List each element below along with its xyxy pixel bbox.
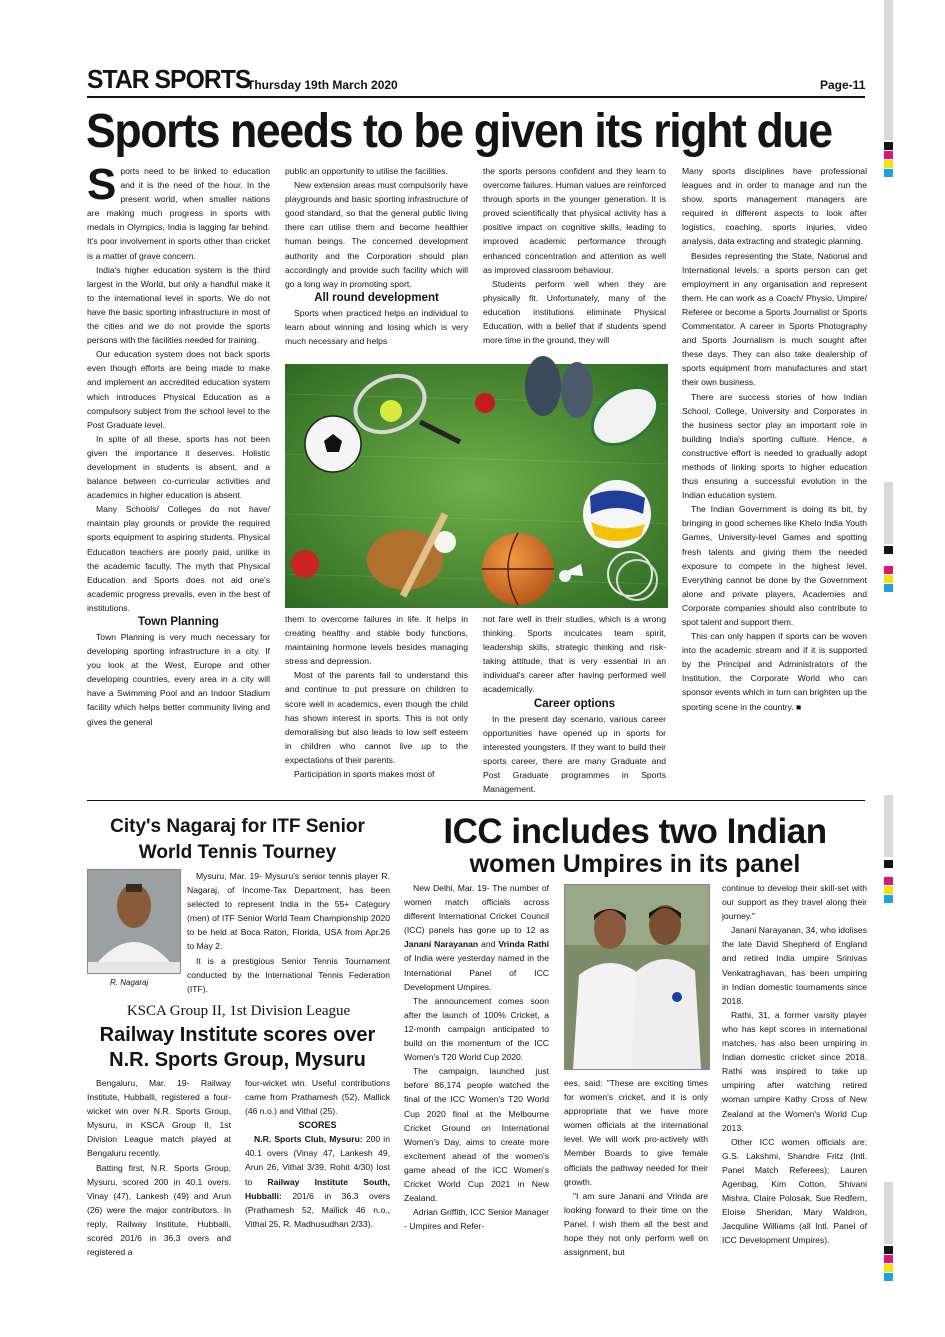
photo-caption: R. Nagaraj	[110, 978, 149, 987]
main-column-3-bottom	[483, 612, 666, 794]
icc-paragraph: New Delhi, Mar. 19- The number of women match officials across different International Cricket Council (ICC) panels has gone up to 12 as Janani Narayanan and Vrinda Rathi of India were yesterday named in the International Panel of ICC Development Umpires.	[404, 883, 550, 992]
drop-cap: S	[87, 160, 117, 209]
icc-paragraph: The campaign, launched just before 86,174 people watched the final of the ICC Women's T20 World Cup 2020 final at the Melbourne Cricket Ground on International Women's Day, aims to create more excitement ahead of the women's game ahead of the ICC Women's Cricket World Cup 2021 in New Zealand.	[404, 1066, 549, 1204]
main-column-3-top	[483, 164, 666, 362]
gray-bar	[884, 1182, 893, 1244]
main-paragraph: not fare well in their studies, which is a wrong thinking. Sports inculcates team spirit, leadership skills, strategic thinking and risk-taking attitude, that is very essential in an individual's career after having performed well academically.	[483, 614, 666, 695]
main-paragraph: India's higher education system is the third largest in the World, but only a handful make it to the international level in sports. We do not have the basic sporting infrastructure in most of the cities and we do not provide the sports persons with the facilities needed for training.	[87, 264, 270, 346]
page-number: Page-11	[820, 78, 866, 92]
section-divider	[87, 800, 865, 801]
black-swatch	[884, 546, 893, 554]
main-paragraph: Students perform well when they are physically fit. Unfortunately, many of the education institutions eliminate Physical Education, with a belief that if students spend more time in the ground, they will	[483, 278, 666, 346]
tennis-headline	[85, 814, 390, 866]
icc-headline-line1: ICC includes two Indian	[443, 812, 827, 851]
main-paragraph: them to overcome failures in life. It helps in creating healthy and stable body functions, maintaining hormone levels besides managing stress and depression.	[285, 614, 468, 667]
ksca-headline-line1: Railway Institute scores over	[99, 1024, 376, 1046]
magenta-swatch	[884, 151, 893, 159]
scores-paragraph: N.R. Sports Club, Mysuru: 200 in 40.1 overs (Vinay 47, Lankesh 49, Arun 26, Vithal 3/39, Rohit 4/30) lost to Railway Institute South, Hubballi: 201/6 in 36.3 overs (Prathamesh 52, Mallick 46 n.o., Vithal 25, R. Madhusudhan 2/33).	[245, 1134, 391, 1229]
gray-bar	[884, 482, 893, 544]
main-paragraph: Town Planning is very much necessary for developing sporting infrastructure in a city. If you look at the West, Europe and other developing countries, every area in a city will have a Swimming Pool and an Indoor Stadium facility which helps better community living and gives the general	[87, 632, 270, 727]
main-column-4	[682, 164, 867, 798]
masthead-rule	[87, 96, 865, 98]
main-paragraph: Sports when practiced helps an individual to learn about winning and losing which is very much necessary and helps	[285, 307, 468, 347]
cyan-swatch	[884, 1273, 893, 1281]
tennis-headline-line1: City's Nagaraj for ITF Senior	[110, 816, 365, 837]
main-paragraph: The Indian Government is doing its bit, by bringing in good schemes like Khelo India Youth Games, University-level Games and spotting fresh talents and giving them the needed exposure to compete in the highest level. Everything cannot be done by the Government alone and private players, Academies and Corporate companies should also contribute to spot talent and support them.	[682, 504, 867, 627]
yellow-swatch	[884, 160, 893, 168]
main-paragraph: Most of the parents fail to understand this and continue to put pressure on children to score well in academics, even though the child has shown interest in sports. This is not only demoralising but also leads to low self esteem in children who cannot live up to the expectations of their parents.	[285, 670, 468, 765]
magenta-swatch	[884, 1255, 893, 1263]
ksca-headline	[85, 1023, 390, 1073]
main-paragraph: Our education system does not back sports even though efforts are being made to make and implement an accredited education system which introduces Physical Education as a compulsory subject from the school level to the Post Graduate level.	[87, 349, 270, 430]
cyan-swatch	[884, 169, 893, 177]
ksca-paragraph: Bengaluru, Mar. 19- Railway Institute, Hubballi, registered a four-wicket win over N.R. Sports Group, Mysuru, in KSCA Group II, 1st Division League match played at Bengaluru recently.	[87, 1078, 231, 1159]
end-mark: ■	[796, 701, 802, 712]
main-paragraph: public an opportunity to utilise the facilities.	[285, 166, 448, 176]
ksca-column-1	[87, 1076, 231, 1270]
icc-paragraph: Adrian Griffith, ICC Senior Manager - Umpires and Refer-	[404, 1207, 549, 1232]
icc-paragraph: ees, said: "These are exciting times for women's cricket, and it is only appropriate that we have more women officials at the international level. We will work pro-actively with Member Boards to give female officials the pathway needed for their growth.	[564, 1078, 708, 1187]
sports-equipment-illustration	[285, 364, 668, 608]
icc-paragraph: Other ICC women officials are: G.S. Lakshmi, Shandre Fritz (Intl. Panel Match Referees); Lauren Agenbag, Kim Cotton, Shivani Mishra, Claire Polosak, Sue Redfern, Eloise Sheridan, Mary Waldron, Jacquline Williams (all Intl. Panel of ICC Development Umpires).	[722, 1136, 867, 1246]
black-swatch	[884, 860, 893, 868]
main-headline: Sports needs to be given its right due	[86, 105, 832, 158]
main-paragraph: In spite of all these, sports has not been given the importance it deserves. Holistic development in students is absent, and a balance between co-curricular activities and academics in higher education is absent.	[87, 433, 270, 501]
cyan-swatch	[884, 895, 893, 903]
issue-date: Thursday 19th March 2020	[247, 78, 398, 92]
icc-headline-line2: women Umpires in its panel	[469, 850, 801, 878]
main-paragraph: Many Schools/ Colleges do not have/ maintain play grounds or provide the required sports equipment to aspiring students. Physical Education teachers are poorly paid, unlike in the academic faculty. The myth that Physical Education and Sports does not aid one's academic progress prevails, even in the best of institutions.	[87, 504, 270, 613]
umpires-photo	[564, 884, 710, 1070]
ksca-headline-line2: N.R. Sports Group, Mysuru	[109, 1049, 366, 1071]
black-swatch	[884, 142, 893, 150]
two-women-umpires-portrait	[565, 885, 709, 1069]
tennis-paragraph: It is a prestigious Senior Tennis Tournament conducted by the International Tennis Federation (ITF).	[187, 955, 390, 994]
ksca-paragraph: Batting first, N.R. Sports Group, Mysuru, scored 200 in 40.1 overs. Vinay (47), Lankesh (49) and Arun (26) were the major contributors. In reply, Railway Institute, Hubballi, scored 201/6 in 36.3 overs and registered a	[87, 1162, 231, 1258]
icc-paragraph: continue to develop their skill-set with our support as they travel along their journey."	[722, 883, 867, 922]
main-column-1	[87, 160, 270, 794]
ksca-column-2	[245, 1076, 390, 1270]
main-paragraph: Besides representing the State, National and International levels, a sports person can get employment in any organisation and represent them. He can work as a Coach/ Physio, Umpire/ Referee or become a Sports Journalist or Sports Commentator. A career in Sports Photography and Sports Journalism is much sought after these days. They can also take dealership of sports equipment from manufactures and start their own business.	[682, 250, 867, 388]
magenta-swatch	[884, 877, 893, 885]
icc-paragraph: Rathi, 31, a former varsity player who has kept scores in international matches, has also been umpiring in Indian domestic cricket since 2018. Rathi was inspired to take up umpiring after watching retired woman umpire Kathy Cross of New Zealand at the Women's World Cup 2013.	[722, 1009, 867, 1133]
tennis-headline-line2: World Tennis Tourney	[138, 842, 337, 863]
black-swatch	[884, 1246, 893, 1254]
subhead-all-round: All round development	[314, 291, 439, 304]
main-column-2-bottom	[285, 612, 468, 794]
subhead-career-options: Career options	[533, 697, 616, 710]
scores-label: SCORES	[298, 1120, 337, 1131]
main-paragraph: the sports persons confident and they learn to overcome failures. Human values are reinforced through sports in the younger generation. It is proved scientifically that physical activity has a positive impact on cognitive skills, leading to improved academic performance through enhanced concentration and attention as well as improved classroom behaviour.	[483, 166, 666, 275]
gray-bar	[884, 0, 893, 140]
masthead-title: STAR SPORTS	[87, 64, 251, 94]
main-paragraph: This can only happen if sports can be woven into the academic stream and if it is supported by the Principal and Administrators of the Institution, the Corporate World who can sponsor events which in turn can brighten up the sporting scene in the country. ■	[682, 631, 867, 712]
ksca-paragraph: four-wicket win. Useful contributions came from Prathamesh (52), Mallick (46 n.o.) and Vithal (25).	[245, 1078, 390, 1117]
icc-paragraph: The announcement comes soon after the launch of 100% Cricket, a 12-month campaign anticipated to build on the momentum of the ICC Women's T20 World Cup 2020.	[404, 995, 549, 1063]
icc-column-1	[404, 881, 549, 1261]
nagaraj-photo	[87, 869, 181, 974]
main-paragraph: New extension areas must compulsorily have playgrounds and basic sporting infrastructure of good standard, so that the general public living there can utilise them and become healthier human beings. The concerned development authority and the Corporation should plan accordingly and provide such facility which will go a long way in promoting sport.	[285, 180, 468, 289]
main-paragraph: In the present day scenario, various career opportunities have opened up in sports for interested youngsters. If they want to build their sports career, there are many Graduate and Post Graduate programmes in Sports Management.	[483, 713, 666, 795]
main-paragraph: Sports need to be linked to education and it is the need of the hour. In the present world, when smaller nations are making much progress in sports with medals in Olympics, India is lagging far behind. It's poor involvement in sports other than cricket is a matter of grave concern.	[87, 160, 270, 261]
cyan-swatch	[884, 584, 893, 592]
person-portrait	[88, 870, 180, 962]
subhead-town-planning: Town Planning	[138, 616, 219, 628]
tennis-text	[187, 869, 390, 994]
icc-column-2-bottom	[564, 1076, 708, 1261]
ksca-kicker: KSCA Group II, 1st Division League	[126, 1003, 351, 1019]
tennis-paragraph: Mysuru, Mar. 19- Mysuru's senior tennis player R. Nagaraj, of Income-Tax Department, has been selected to represent India in the 55+ Category (men) of ITF Senior World Team Championship 2020 to be held at Boca Raton, Florida, USA from Apr.26 to May 2.	[187, 871, 390, 952]
gray-bar	[884, 795, 893, 857]
yellow-swatch	[884, 886, 893, 894]
icc-column-3	[722, 881, 867, 1261]
yellow-swatch	[884, 1264, 893, 1272]
main-paragraph: Many sports disciplines have professional leagues and in order to manage and run the show, sports management managers are required in different aspects to look after logistics, coaching, sports injuries, video analysis, data extracting and strategic planning.	[682, 166, 867, 247]
main-paragraph: Participation in sports makes most of	[294, 769, 435, 780]
magenta-swatch	[884, 566, 893, 574]
main-paragraph: There are success stories of how Indian School, College, University and Corporates in the business sector play an important role in building India's sporting culture. Hence, a constructive effort is needed to gradually adopt methods of linking sports to higher education thus ensuring a successful evolution in the Indian education system.	[682, 391, 867, 501]
icc-paragraph: Janani Narayanan, 34, who idolises the late David Shepherd of England and retired India umpire Srinivas Venkatraghavan, has been umpiring in Indian domestic tournaments since 2018.	[722, 925, 867, 1006]
main-column-2-top	[285, 164, 468, 362]
yellow-swatch	[884, 575, 893, 583]
icc-paragraph: "I am sure Janani and Vrinda are looking forward to their time on the Panel. I wish them all the best and hope they not only perform well on assignment, but	[564, 1190, 708, 1258]
sports-equipment-photo	[285, 364, 668, 608]
